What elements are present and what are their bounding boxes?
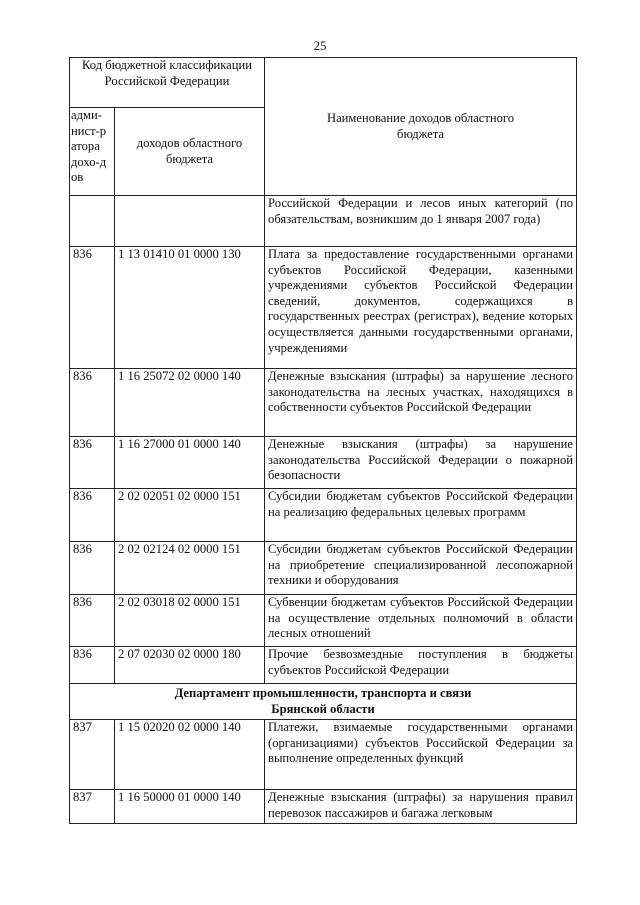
page-number: 25	[313, 38, 327, 53]
budget-classification-table	[69, 57, 577, 824]
income-name-cell: Денежные взыскания (штрафы) за нарушения правил перевозок пассажиров и багажа легковым	[265, 790, 577, 824]
admin-code-cell: 836	[70, 595, 115, 647]
income-name-cell: Субсидии бюджетам субъектов Российской Федерации на реализацию федеральных целевых программ	[265, 489, 577, 542]
name-column-header: Наименование доходов областного бюджета	[265, 58, 577, 196]
admin-code-cell: 836	[70, 437, 115, 489]
income-name-cell: Денежные взыскания (штрафы) за нарушение лесного законодательства на лесных участках, находящихся в собственности субъектов Российской Федерации	[265, 369, 577, 437]
table-row	[70, 595, 577, 647]
admin-code-cell: 836	[70, 369, 115, 437]
code-group-header: Код бюджетной классификации Российской Федерации	[70, 58, 265, 108]
table-row	[70, 369, 577, 437]
admin-code-cell	[70, 196, 115, 247]
income-code-cell	[115, 196, 265, 247]
income-code-cell: 2 02 02124 02 0000 151	[115, 542, 265, 595]
income-name-cell: Платежи, взимаемые государственными органами (организациями) субъектов Российской Федерации за выполнение определенных функций	[265, 720, 577, 790]
section-title-line-1: Департамент промышленности, транспорта и связи	[174, 686, 472, 700]
table-row	[70, 247, 577, 369]
income-code-cell: 1 16 50000 01 0000 140	[115, 790, 265, 824]
table-row	[70, 647, 577, 684]
admin-code-cell: 837	[70, 720, 115, 790]
section-title-line-2: Брянской области	[271, 701, 375, 716]
income-name-cell: Плата за предоставление государственными органами субъектов Российской Федерации, казенными учреждениями субъектов Российской Федерации сведений, документов, содержащихся в государственных реестрах (регистрах), ведение которых осуществляется данными государственными органами, учреждениями	[265, 247, 577, 369]
table-row	[70, 489, 577, 542]
table-header-row-1	[70, 58, 577, 108]
table-row	[70, 542, 577, 595]
section-header-row	[70, 684, 577, 720]
admin-code-cell: 836	[70, 247, 115, 369]
income-code-cell: 1 16 27000 01 0000 140	[115, 437, 265, 489]
income-name-cell: Денежные взыскания (штрафы) за нарушение законодательства Российской Федерации о пожарной безопасности	[265, 437, 577, 489]
income-name-cell: Субвенции бюджетам субъектов Российской Федерации на осуществление отдельных полномочий в области лесных отношений	[265, 595, 577, 647]
income-name-cell: Прочие безвозмездные поступления в бюджеты субъектов Российской Федерации	[265, 647, 577, 684]
income-column-header: доходов областного бюджета	[115, 108, 265, 196]
income-code-cell: 1 16 25072 02 0000 140	[115, 369, 265, 437]
admin-column-header: адми-нист-ратора дохо-дов	[70, 108, 115, 196]
income-code-cell: 2 02 02051 02 0000 151	[115, 489, 265, 542]
admin-code-cell: 836	[70, 647, 115, 684]
admin-code-cell: 836	[70, 542, 115, 595]
table-row	[70, 720, 577, 790]
income-code-cell: 2 02 03018 02 0000 151	[115, 595, 265, 647]
table-row	[70, 790, 577, 824]
table-row	[70, 437, 577, 489]
admin-code-cell: 837	[70, 790, 115, 824]
table-row	[70, 196, 577, 247]
income-code-cell: 2 07 02030 02 0000 180	[115, 647, 265, 684]
income-code-cell: 1 13 01410 01 0000 130	[115, 247, 265, 369]
section-title	[70, 684, 577, 720]
income-name-cell: Российской Федерации и лесов иных категорий (по обязательствам, возникшим до 1 января 2007 года)	[265, 196, 577, 247]
income-code-cell: 1 15 02020 02 0000 140	[115, 720, 265, 790]
income-name-cell: Субсидии бюджетам субъектов Российской Федерации на приобретение специализированной лесопожарной техники и оборудования	[265, 542, 577, 595]
admin-code-cell: 836	[70, 489, 115, 542]
